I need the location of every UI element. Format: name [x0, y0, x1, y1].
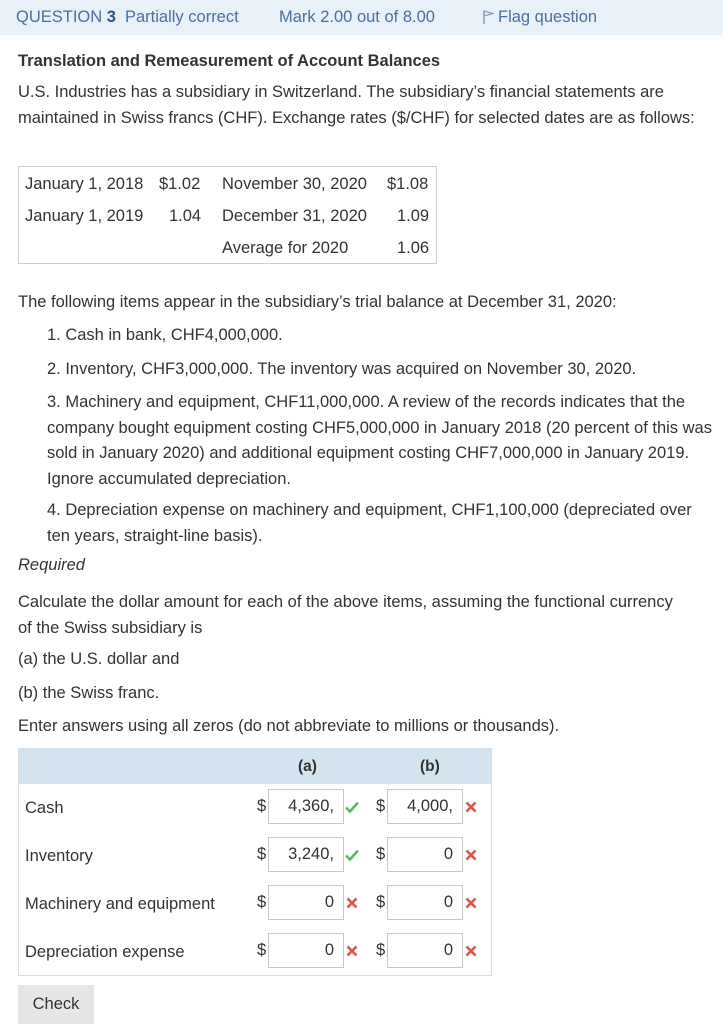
row-label-cash: Cash [25, 799, 64, 817]
cash-b-input[interactable] [387, 789, 463, 824]
flag-question-link[interactable] [482, 8, 597, 27]
rate-date: January 1, 2018 [25, 175, 144, 193]
inventory-b-input[interactable] [387, 837, 463, 872]
row-label-inventory: Inventory [25, 847, 93, 865]
rate-date: December 31, 2020 [222, 207, 367, 225]
list-item: 1. Cash in bank, CHF4,000,000. [47, 326, 283, 344]
instructions-text: Enter answers using all zeros (do not abbreviate to millions or thousands). [18, 717, 560, 735]
cross-icon [344, 943, 360, 959]
currency-symbol: $ [376, 797, 386, 815]
depreciation-a-input[interactable] [268, 933, 344, 968]
currency-symbol: $ [257, 845, 267, 863]
cash-a-input[interactable] [268, 789, 344, 824]
rate-value: 1.06 [397, 239, 430, 257]
calc-text: Calculate the dollar amount for each of the above items, assuming the functional currency of the Swiss subsidiary is [18, 593, 673, 637]
column-b-header: (b) [420, 758, 440, 775]
cross-icon [463, 847, 479, 863]
list-item: 4. Depreciation expense on machinery and equipment, CHF1,100,000 (depreciated over ten years, straight-line basis). [47, 501, 692, 545]
rate-value: 1.09 [397, 207, 430, 225]
rate-value: 1.04 [169, 207, 202, 225]
cross-icon [344, 895, 360, 911]
cross-icon [463, 943, 479, 959]
part-b-text: (b) the Swiss franc. [18, 684, 160, 702]
cross-icon [463, 799, 479, 815]
currency-symbol: $ [257, 941, 267, 959]
question-number: QUESTION 3 [16, 8, 116, 26]
currency-symbol: $ [257, 797, 267, 815]
currency-symbol: $ [376, 941, 386, 959]
rate-date: Average for 2020 [222, 239, 349, 257]
list-item: 3. Machinery and equipment, CHF11,000,000. A review of the records indicates that the company bought equipment costing CHF5,000,000 in January 2018 (20 percent of this was sold in January 2020) and additional equipment costing CHF7,000,000 in January 2019. Ignore accumulated depreciation. [47, 393, 712, 488]
rate-value: $1.08 [387, 175, 429, 193]
machinery-b-input[interactable] [387, 885, 463, 920]
flag-icon [482, 10, 494, 24]
depreciation-b-input[interactable] [387, 933, 463, 968]
intro-text: U.S. Industries has a subsidiary in Switzerland. The subsidiary’s financial statements are maintained in Swiss francs (CHF). Exchange rates ($/CHF) for selected dates are as follows: [18, 83, 695, 127]
row-label-depreciation: Depreciation expense [25, 943, 185, 961]
inventory-a-input[interactable] [268, 837, 344, 872]
rate-date: January 1, 2019 [25, 207, 144, 225]
answer-table [18, 748, 492, 976]
check-icon [344, 799, 360, 815]
question-title: Translation and Remeasurement of Account Balances [18, 52, 441, 70]
question-info-bar [0, 0, 723, 35]
exchange-rates-table [18, 166, 437, 264]
column-a-header: (a) [298, 758, 317, 775]
currency-symbol: $ [376, 893, 386, 911]
flag-question-label: Flag question [498, 8, 598, 26]
list-item: 2. Inventory, CHF3,000,000. The inventory was acquired on November 30, 2020. [47, 360, 637, 378]
currency-symbol: $ [257, 893, 267, 911]
part-a-text: (a) the U.S. dollar and [18, 650, 180, 668]
check-icon [344, 847, 360, 863]
rate-date: November 30, 2020 [222, 175, 367, 193]
row-label-machinery: Machinery and equipment [25, 895, 215, 913]
answer-table-header [19, 749, 491, 784]
question-status: Partially correct [125, 8, 239, 26]
required-heading: Required [18, 556, 85, 574]
rate-value: $1.02 [159, 175, 201, 193]
trial-balance-intro: The following items appear in the subsidiary’s trial balance at December 31, 2020: [18, 293, 617, 311]
machinery-a-input[interactable] [268, 885, 344, 920]
check-button[interactable]: Check [18, 985, 94, 1024]
currency-symbol: $ [376, 845, 386, 863]
question-mark: Mark 2.00 out of 8.00 [279, 8, 435, 26]
cross-icon [463, 895, 479, 911]
